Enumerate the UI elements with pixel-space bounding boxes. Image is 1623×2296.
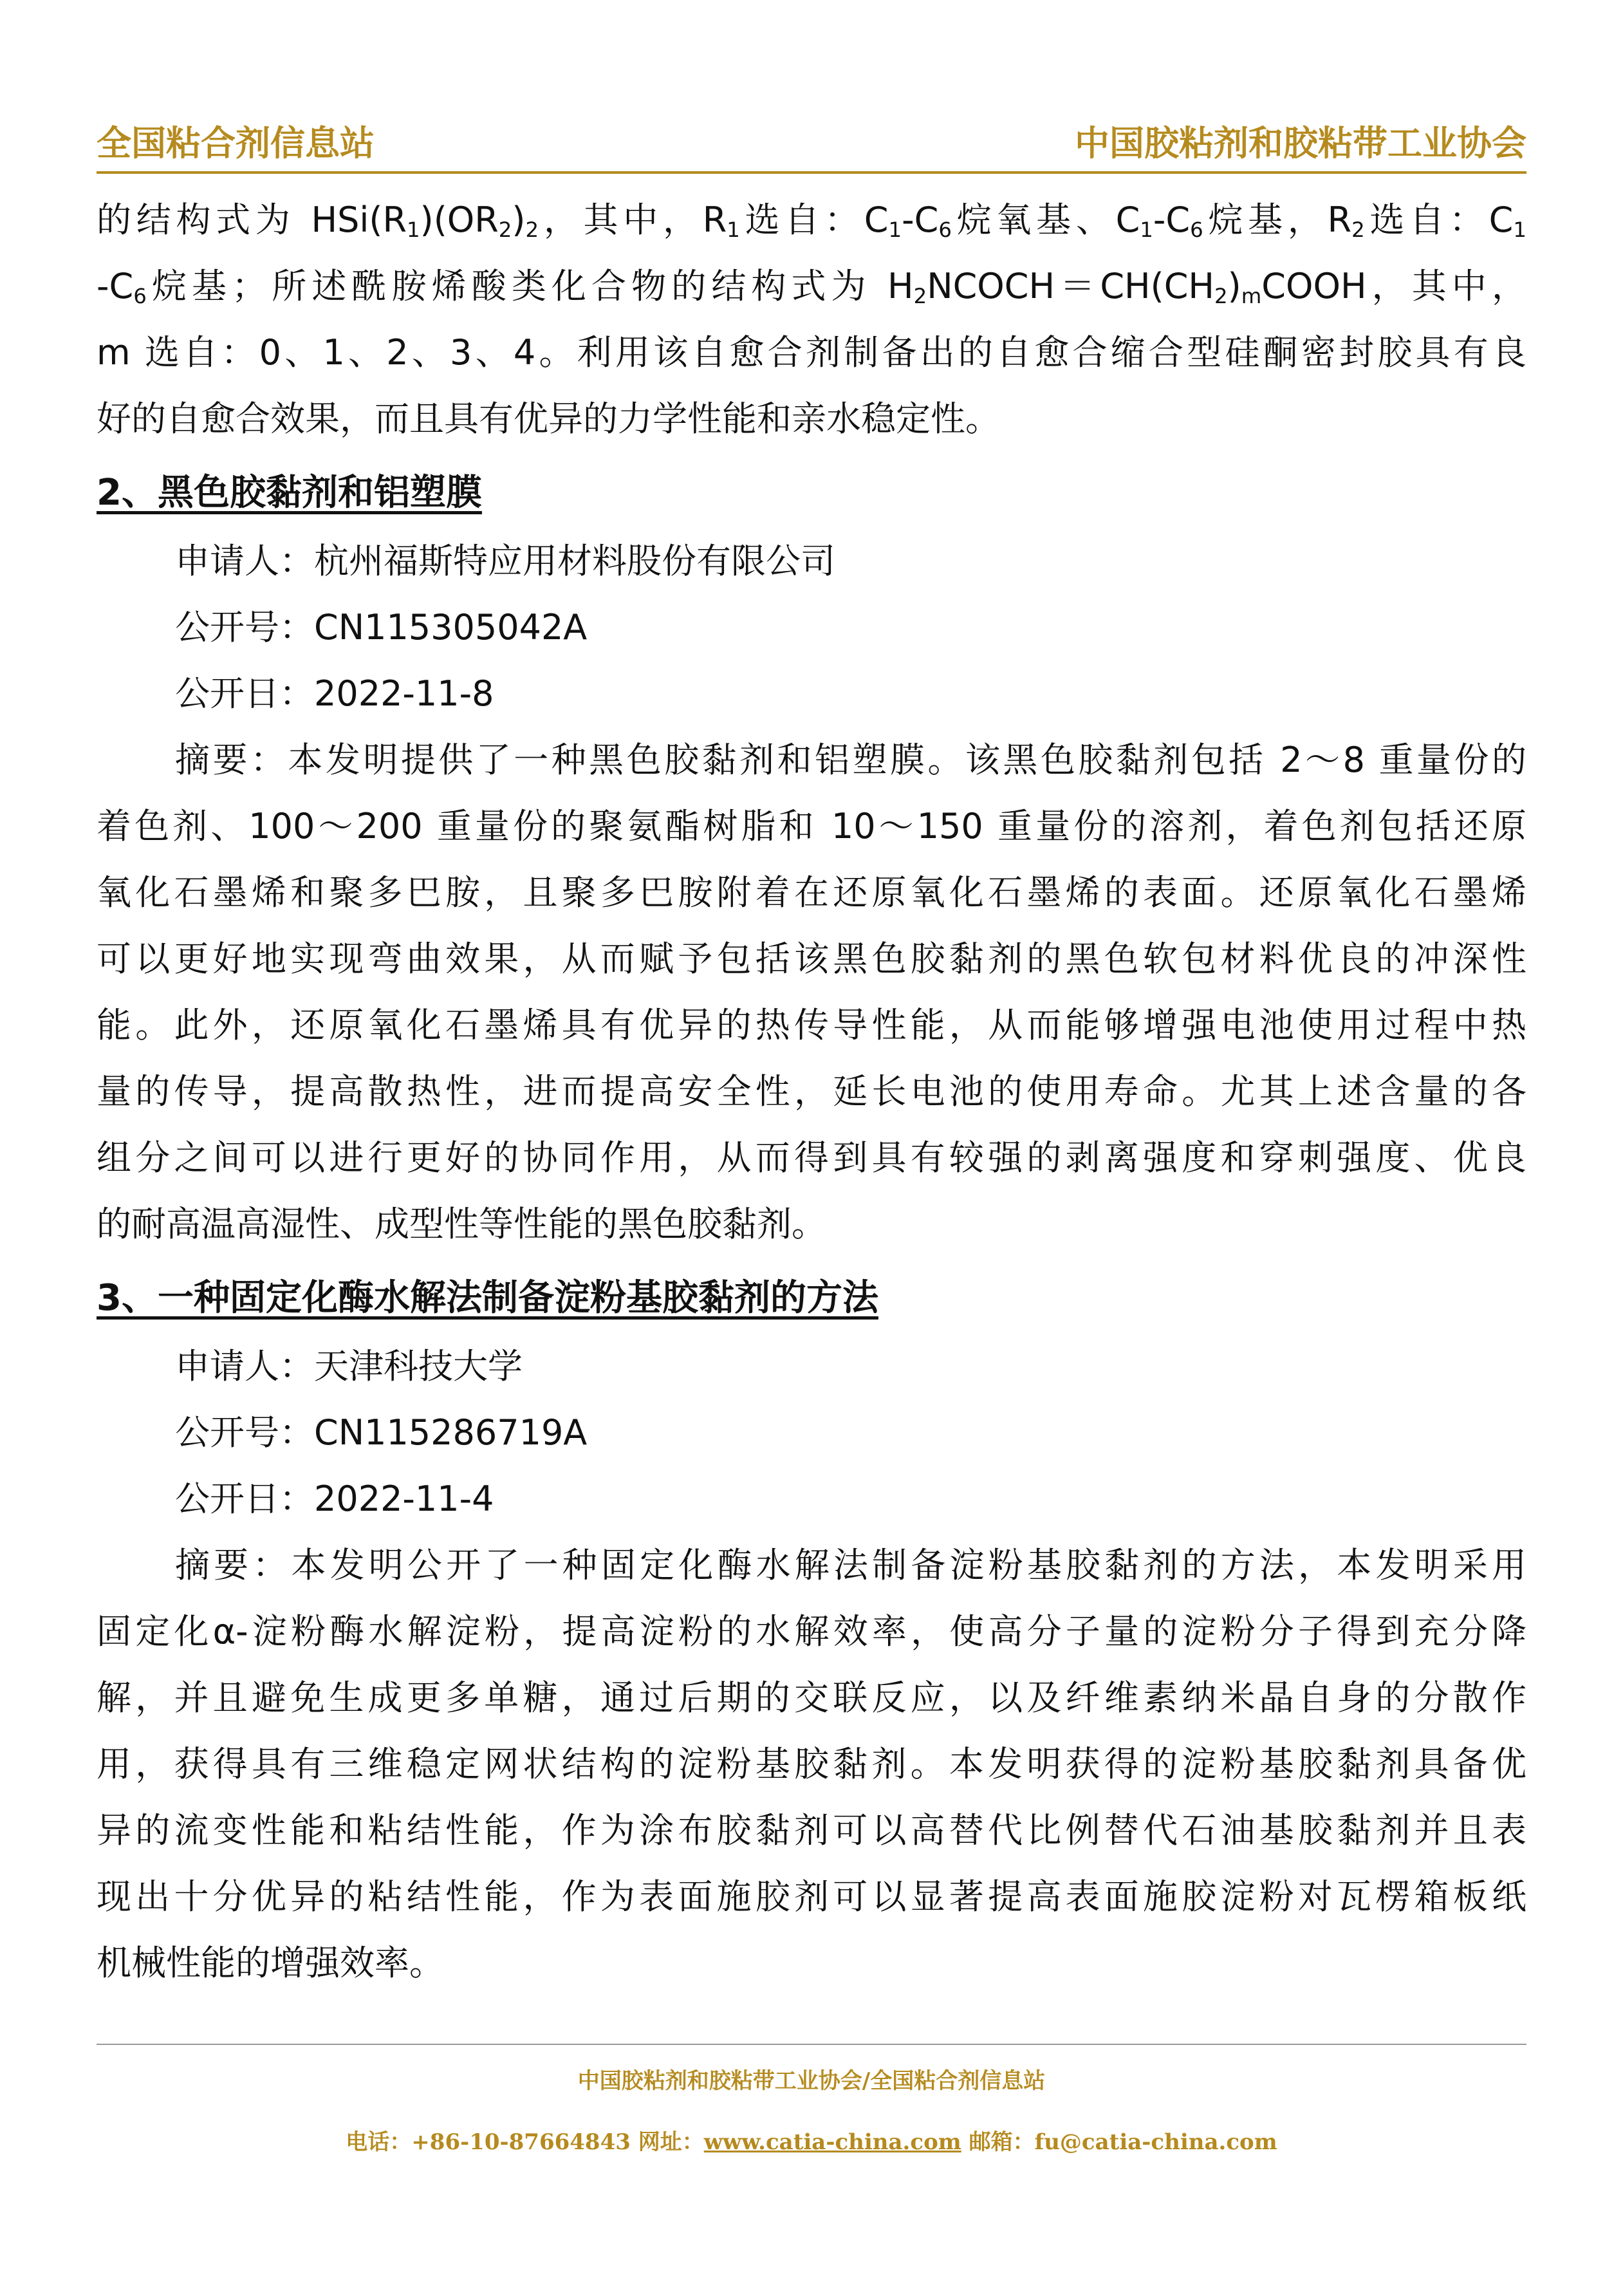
page-header [97, 109, 1526, 174]
patent-3-pub-no: 公开号：CN115286719A [175, 1412, 588, 1453]
intro-line-3: m 选自：0、1、2、3、4。利用该自愈合剂制备出的自愈合缩合型硅酮密封胶具有良 [97, 332, 1526, 373]
patent-2-pub-no: 公开号：CN115305042A [175, 607, 588, 648]
patent-2-abstract-line: 能。此外，还原氧化石墨烯具有优异的热传导性能，从而能够增强电池使用过程中热 [97, 1005, 1526, 1045]
intro-line-4: 好的自愈合效果，而且具有优异的力学性能和亲水稳定性。 [97, 398, 1000, 439]
footer-website-link[interactable]: www.catia-china.com [703, 2129, 961, 2155]
footer-phone: 电话：+86-10-87664843 网址： [346, 2129, 704, 2155]
page-footer [97, 2044, 1526, 2156]
patent-3-heading: 3、一种固定化酶水解法制备淀粉基胶黏剂的方法 [97, 1277, 878, 1319]
intro-line-2: $-C_6$烷基；所述酰胺烯酸类化合物的结构式为 $H_2NCOCH=CH(CH_2)_mCOOH$，其中， [97, 266, 1526, 309]
patent-2-abstract-line: 着色剂、100～200 重量份的聚氨酯树脂和 10～150 重量份的溶剂，着色剂包括还原 [97, 806, 1526, 846]
patent-2-abstract-line: 可以更好地实现弯曲效果，从而赋予包括该黑色胶黏剂的黑色软包材料优良的冲深性 [97, 938, 1526, 979]
patent-2-heading: 2、黑色胶黏剂和铝塑膜 [97, 472, 482, 514]
patent-2-abstract-line: 量的传导，提高散热性，进而提高安全性，延长电池的使用寿命。尤其上述含量的各 [97, 1071, 1526, 1112]
patent-3-abstract-line: 解，并且避免生成更多单糖，通过后期的交联反应，以及纤维素纳米晶自身的分散作 [97, 1677, 1526, 1718]
patent-3-abstract-line: 固定化α-淀粉酶水解淀粉，提高淀粉的水解效率，使高分子量的淀粉分子得到充分降 [97, 1611, 1526, 1652]
footer-contact-line [97, 2124, 1526, 2156]
patent-3-abstract-line: 摘要：本发明公开了一种固定化酶水解法制备淀粉基胶黏剂的方法，本发明采用 [175, 1545, 1526, 1585]
patent-2-abstract-line: 摘要：本发明提供了一种黑色胶黏剂和铝塑膜。该黑色胶黏剂包括 2～8 重量份的 [175, 740, 1526, 780]
patent-3-abstract-line: 现出十分优异的粘结性能，作为表面施胶剂可以显著提高表面施胶淀粉对瓦楞箱板纸 [97, 1876, 1526, 1917]
patent-2-pub-date: 公开日：2022-11-8 [175, 673, 494, 714]
header-left-title: 全国粘合剂信息站 [97, 122, 375, 163]
patent-2-applicant: 申请人：杭州福斯特应用材料股份有限公司 [175, 541, 835, 581]
footer-org-line: 中国胶粘剂和胶粘带工业协会/全国粘合剂信息站 [577, 2068, 1046, 2094]
patent-2-abstract-line: 的耐高温高湿性、成型性等性能的黑色胶黏剂。 [97, 1204, 826, 1244]
patent-2-abstract-line: 组分之间可以进行更好的协同作用，从而得到具有较强的剥离强度和穿刺强度、优良 [97, 1137, 1526, 1178]
patent-3-abstract-line: 机械性能的增强效率。 [97, 1943, 444, 1983]
patent-3-applicant: 申请人：天津科技大学 [175, 1346, 523, 1386]
header-right-title: 中国胶粘剂和胶粘带工业协会 [1075, 122, 1526, 163]
patent-3-abstract-line: 用，获得具有三维稳定网状结构的淀粉基胶黏剂。本发明获得的淀粉基胶黏剂具备优 [97, 1744, 1526, 1784]
footer-email: 邮箱：fu@catia-china.com [961, 2129, 1277, 2155]
header-divider [97, 171, 1526, 174]
document-body [97, 187, 1526, 1996]
patent-3-abstract-line: 异的流变性能和粘结性能，作为涂布胶黏剂可以高替代比例替代石油基胶黏剂并且表 [97, 1810, 1526, 1851]
patent-2-abstract-line: 氧化石墨烯和聚多巴胺，且聚多巴胺附着在还原氧化石墨烯的表面。还原氧化石墨烯 [97, 872, 1526, 913]
intro-line-1: 的结构式为 $HSi(R_1)(OR_2)_2$，其中，$R_1$选自：$C_1-C_6$烷氧基、$C_1-C_6$烷基，$R_2$选自：$C_1$ [97, 200, 1526, 243]
patent-3-pub-date: 公开日：2022-11-4 [175, 1479, 494, 1519]
footer-divider [97, 2044, 1526, 2045]
